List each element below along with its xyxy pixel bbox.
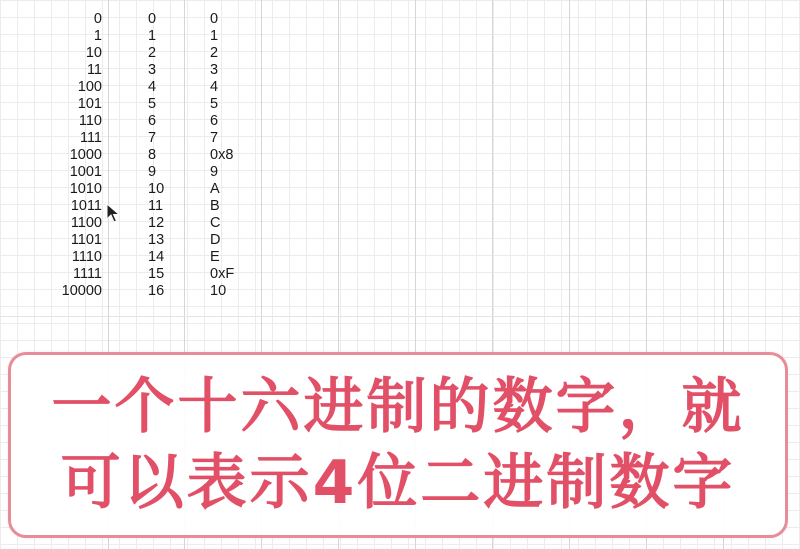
hex-cell[interactable]: 5 xyxy=(210,96,219,112)
caption-line-2: 可以表示4位二进制数字 xyxy=(60,448,736,518)
binary-cell[interactable]: 1000 xyxy=(69,147,102,163)
subtitle-caption-box xyxy=(8,352,788,538)
binary-cell[interactable]: 101 xyxy=(77,96,102,112)
hex-cell[interactable]: 9 xyxy=(210,164,219,180)
decimal-cell[interactable]: 14 xyxy=(148,249,165,265)
hex-cell[interactable]: 2 xyxy=(210,45,219,61)
hex-cell[interactable]: 10 xyxy=(210,283,227,299)
hex-cell[interactable]: 4 xyxy=(210,79,219,95)
caption-line-1: 一个十六进制的数字，就 xyxy=(51,372,745,442)
decimal-cell[interactable]: 3 xyxy=(148,62,157,78)
binary-cell[interactable]: 1001 xyxy=(69,164,102,180)
hex-column xyxy=(210,11,250,300)
hex-cell[interactable]: B xyxy=(210,198,220,214)
decimal-cell[interactable]: 8 xyxy=(148,147,157,163)
row-divider xyxy=(0,316,800,317)
decimal-cell[interactable]: 9 xyxy=(148,164,157,180)
binary-cell[interactable]: 10000 xyxy=(61,283,102,299)
decimal-cell[interactable]: 12 xyxy=(148,215,165,231)
decimal-cell[interactable]: 2 xyxy=(148,45,157,61)
decimal-cell[interactable]: 11 xyxy=(148,198,164,214)
binary-cell[interactable]: 110 xyxy=(78,113,102,129)
binary-cell[interactable]: 1010 xyxy=(69,181,102,197)
hex-cell[interactable]: 7 xyxy=(210,130,219,146)
hex-cell[interactable]: 6 xyxy=(210,113,219,129)
hex-cell[interactable]: 3 xyxy=(210,62,219,78)
decimal-cell[interactable]: 4 xyxy=(148,79,157,95)
binary-cell[interactable]: 0 xyxy=(93,11,102,27)
decimal-cell[interactable]: 5 xyxy=(148,96,157,112)
binary-cell[interactable]: 11 xyxy=(86,62,102,78)
binary-cell[interactable]: 1100 xyxy=(70,215,102,231)
binary-cell[interactable]: 1011 xyxy=(70,198,102,214)
hex-cell[interactable]: 0xF xyxy=(210,266,235,282)
decimal-cell[interactable]: 10 xyxy=(148,181,165,197)
hex-cell[interactable]: 0 xyxy=(210,11,219,27)
binary-cell[interactable]: 111 xyxy=(79,130,102,146)
binary-cell[interactable]: 100 xyxy=(77,79,102,95)
hex-cell[interactable]: 0x8 xyxy=(210,147,234,163)
hex-cell[interactable]: C xyxy=(210,215,221,231)
decimal-cell[interactable]: 16 xyxy=(148,283,165,299)
binary-cell[interactable]: 1111 xyxy=(72,266,102,282)
binary-cell[interactable]: 1 xyxy=(93,28,102,44)
hex-cell[interactable]: D xyxy=(210,232,221,248)
mouse-cursor-icon xyxy=(106,203,120,223)
decimal-column xyxy=(148,11,188,300)
decimal-cell[interactable]: 6 xyxy=(148,113,157,129)
hex-cell[interactable]: E xyxy=(210,249,220,265)
hex-cell[interactable]: 1 xyxy=(210,28,219,44)
binary-cell[interactable]: 1110 xyxy=(71,249,102,265)
binary-cell[interactable]: 1101 xyxy=(70,232,102,248)
decimal-cell[interactable]: 13 xyxy=(148,232,165,248)
binary-cell[interactable]: 10 xyxy=(85,45,102,61)
decimal-cell[interactable]: 7 xyxy=(148,130,157,146)
hex-cell[interactable]: A xyxy=(210,181,220,197)
decimal-cell[interactable]: 15 xyxy=(148,266,165,282)
binary-column xyxy=(40,11,102,300)
decimal-cell[interactable]: 1 xyxy=(148,28,157,44)
decimal-cell[interactable]: 0 xyxy=(148,11,157,27)
